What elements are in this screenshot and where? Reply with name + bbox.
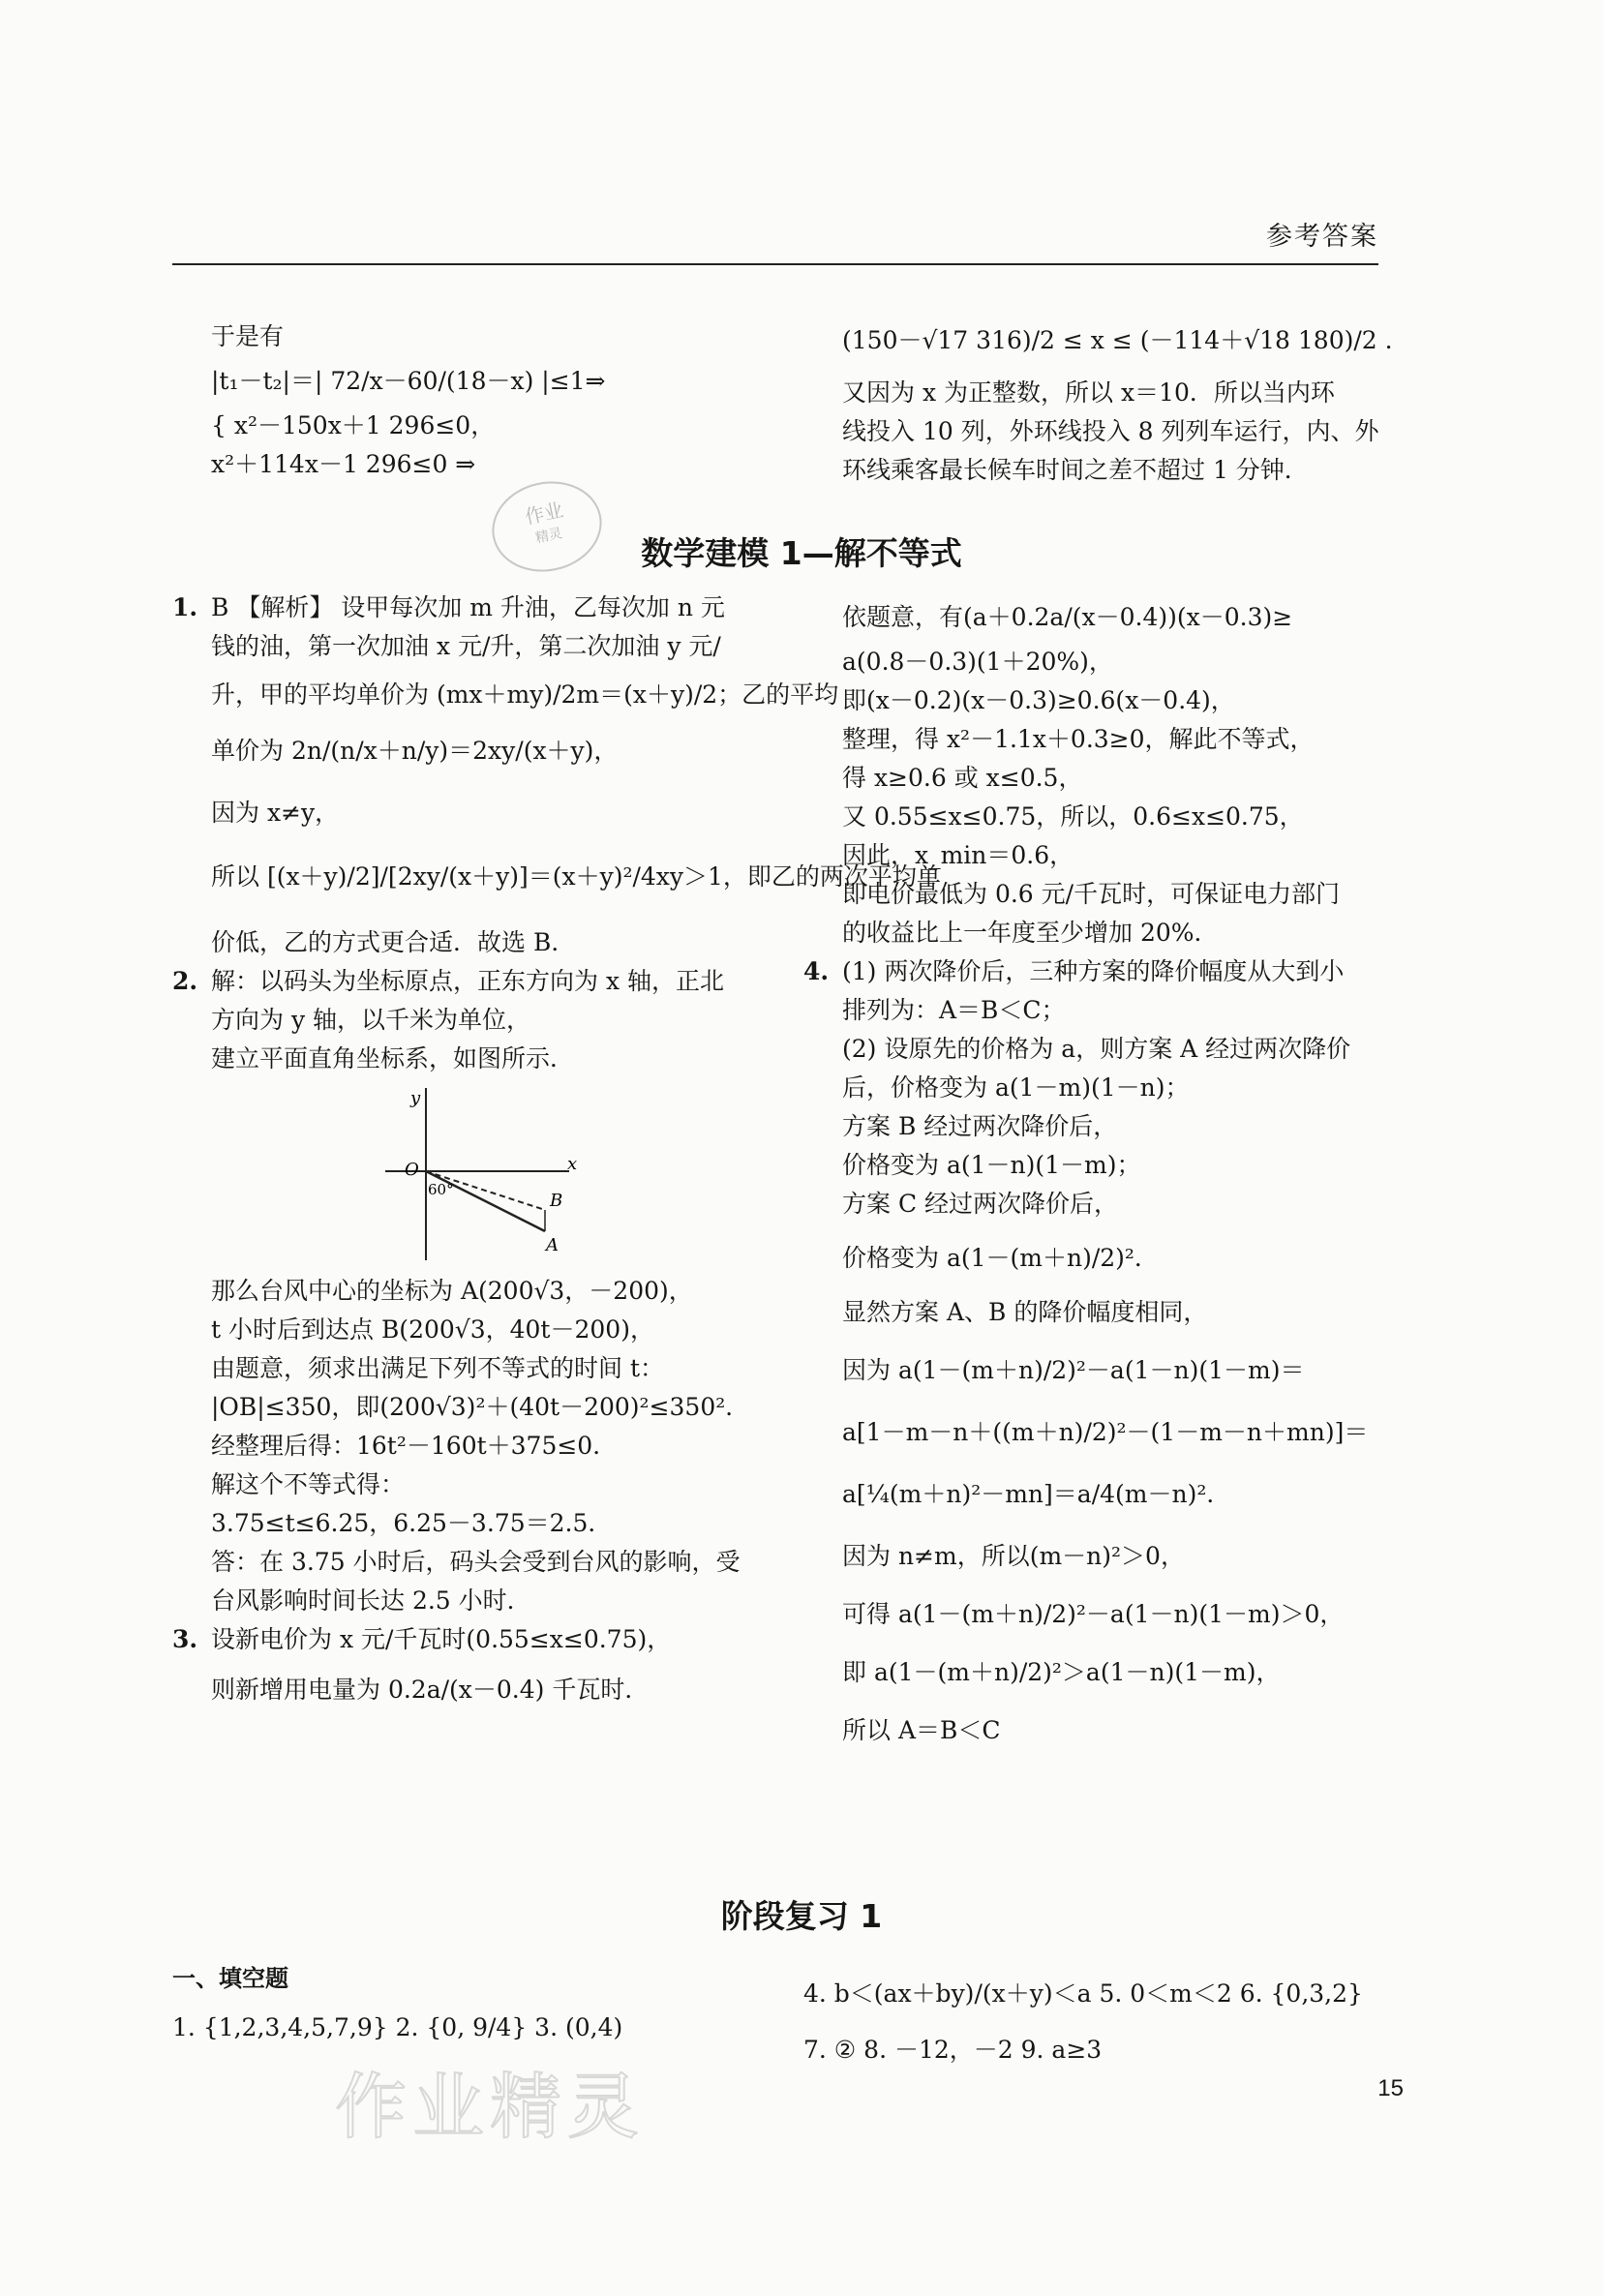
text-line: a(0.8－0.3)(1＋20%)， <box>842 648 1113 676</box>
text-line: 因为 x≠y， <box>211 799 340 827</box>
text-line: 方案 B 经过两次降价后， <box>842 1112 1118 1140</box>
text-line: 又 0.55≤x≤0.75，所以，0.6≤x≤0.75， <box>842 802 1304 831</box>
text-line: 因为 a(1－(m＋n)/2)²－a(1－n)(1－m)＝ <box>842 1356 1305 1384</box>
text-line: 设新电价为 x 元/千瓦时(0.55≤x≤0.75)， <box>211 1625 672 1653</box>
text-line: 整理，得 x²－1.1x＋0.3≥0，解此不等式， <box>842 725 1315 753</box>
text-line: 那么台风中心的坐标为 A(200√3，－200)， <box>211 1277 693 1305</box>
text-line: (2) 设原先的价格为 a，则方案 A 经过两次降价 <box>842 1035 1351 1063</box>
text-line: 价格变为 a(1－n)(1－m)； <box>842 1151 1141 1179</box>
text-line: 所以 A＝B＜C <box>842 1716 1001 1744</box>
angle-label: 60° <box>428 1181 454 1198</box>
text-line: (150－√17 316)/2 ≤ x ≤ (－114＋√18 180)/2 . <box>842 326 1393 354</box>
watermark-logo: 作业精灵 <box>335 2066 645 2149</box>
answers-4-6: 4. b＜(ax＋by)/(x＋y)＜a 5. 0＜m＜2 6. {0,3,2} <box>803 1979 1363 2008</box>
page-number: 15 <box>1377 2075 1404 2101</box>
text-line: 环线乘客最长候车时间之差不超过 1 分钟． <box>842 456 1309 484</box>
header-title: 参考答案 <box>1266 222 1378 252</box>
text-line: 即电价最低为 0.6 元/千瓦时，可保证电力部门 <box>842 880 1341 908</box>
right-column <box>803 598 1384 1750</box>
text-line: a[¼(m＋n)²－mn]＝a/4(m－n)²． <box>842 1480 1231 1508</box>
text-line: 又因为 x 为正整数，所以 x＝10．所以当内环 <box>842 378 1335 407</box>
text-line: { x²－150x＋1 296≤0， <box>211 411 496 439</box>
left-column <box>172 589 941 1709</box>
question-1 <box>172 589 941 962</box>
text-line: 建立平面直角坐标系，如图所示． <box>211 1044 575 1072</box>
question-2 <box>172 962 772 1620</box>
section-title-review: 阶段复习 1 <box>720 1897 883 1935</box>
text-line: 答：在 3.75 小时后，码头会受到台风的影响，受 <box>211 1548 741 1576</box>
text-line: 单价为 2n/(n/x＋n/y)＝2xy/(x＋y)， <box>211 737 619 765</box>
text-line: 显然方案 A、B 的降价幅度相同， <box>842 1298 1208 1326</box>
question-number: 4. <box>803 957 830 985</box>
text-line: 所以 [(x＋y)/2]/[2xy/(x＋y)]＝(x＋y)²/4xy＞1，即乙的两次平均单 <box>211 862 941 891</box>
text-line: 因为 n≠m，所以(m－n)²＞0， <box>842 1542 1185 1570</box>
text-line: 台风影响时间长达 2.5 小时． <box>211 1586 531 1615</box>
text-line: x²＋114x－1 296≤0 ⇒ <box>211 450 476 478</box>
text-line: 线投入 10 列，外环线投入 8 列列车运行，内、外 <box>842 417 1379 445</box>
homework-stamp-logo: 作业 精灵 <box>484 471 611 582</box>
question-4 <box>803 952 1384 1750</box>
text-line: 后，价格变为 a(1－m)(1－n)； <box>842 1073 1190 1102</box>
y-axis-label: y <box>410 1088 421 1108</box>
text-line: 价格变为 a(1－(m＋n)/2)²． <box>842 1244 1159 1272</box>
text-line: 得 x≥0.6 或 x≤0.5， <box>842 764 1083 792</box>
section-title-modeling: 数学建模 1—解不等式 <box>641 534 962 572</box>
text-line: 即 a(1－(m＋n)/2)²＞a(1－n)(1－m)， <box>842 1658 1281 1686</box>
text-line: |t₁－t₂|＝| 72/x－60/(18－x) |≤1⇒ <box>211 367 606 395</box>
question-3 <box>172 1620 772 1709</box>
fill-blank-heading: 一、填空题 <box>172 1965 288 1992</box>
text-line: 的收益比上一年度至少增加 20%． <box>842 919 1219 947</box>
text-line: 则新增用电量为 0.2a/(x－0.4) 千瓦时． <box>211 1676 650 1704</box>
text-line: a[1－m－n＋((m＋n)/2)²－(1－m－n＋mn)]＝ <box>842 1418 1369 1446</box>
text-line: 解：以码头为坐标原点，正东方向为 x 轴，正北 <box>211 967 724 995</box>
text-line: (1) 两次降价后，三种方案的降价幅度从大到小 <box>842 957 1345 985</box>
text-line: |OB|≤350，即(200√3)²＋(40t－200)²≤350²． <box>211 1393 750 1421</box>
text-line: 升，甲的平均单价为 (mx＋my)/2m＝(x＋y)/2；乙的平均 <box>211 680 839 709</box>
page-header <box>172 215 1378 265</box>
top-right-block <box>842 321 1393 490</box>
text-line: 即(x－0.2)(x－0.3)≥0.6(x－0.4)， <box>842 686 1235 714</box>
text-line: 排列为：A＝B＜C； <box>842 996 1066 1024</box>
question-number: 1. <box>172 593 198 621</box>
text-line: 3.75≤t≤6.25，6.25－3.75＝2.5． <box>211 1509 613 1537</box>
text-line: 方向为 y 轴，以千米为单位， <box>211 1006 531 1034</box>
question-number: 2. <box>172 967 198 995</box>
text-line: 解这个不等式得： <box>211 1470 406 1498</box>
text-line: t 小时后到达点 B(200√3，40t－200)， <box>211 1315 654 1344</box>
text-line: 价低，乙的方式更合适．故选 B． <box>211 928 576 956</box>
text-line: 于是有 <box>211 322 285 350</box>
origin-label: O <box>405 1160 419 1180</box>
text-line: 经整理后得：16t²－160t＋375≤0． <box>211 1432 618 1460</box>
answers-7-9: 7. ② 8. －12，－2 9. a≥3 <box>803 2036 1103 2064</box>
text-line: 可得 a(1－(m＋n)/2)²－a(1－n)(1－m)＞0， <box>842 1600 1345 1628</box>
text-line: 由题意，须求出满足下列不等式的时间 t： <box>211 1354 664 1382</box>
text-line: B 【解析】 设甲每次加 m 升油，乙每次加 n 元 <box>211 593 725 621</box>
coordinate-figure <box>211 1078 772 1272</box>
text-line: 方案 C 经过两次降价后， <box>842 1190 1119 1218</box>
answers-1-3: 1. {1,2,3,4,5,7,9} 2. {0, 9/4} 3. (0,4) <box>172 2013 623 2041</box>
question-number: 3. <box>172 1625 198 1653</box>
text-line: 因此，x_min＝0.6， <box>842 841 1074 869</box>
point-a-label: A <box>546 1235 559 1255</box>
point-b-label: B <box>550 1191 563 1211</box>
x-axis-label: x <box>567 1154 578 1174</box>
top-left-block <box>211 317 772 484</box>
text-line: 钱的油，第一次加油 x 元/升，第二次加油 y 元/ <box>211 632 721 660</box>
text-line: 依题意，有(a＋0.2a/(x－0.4))(x－0.3)≥ <box>842 603 1293 631</box>
